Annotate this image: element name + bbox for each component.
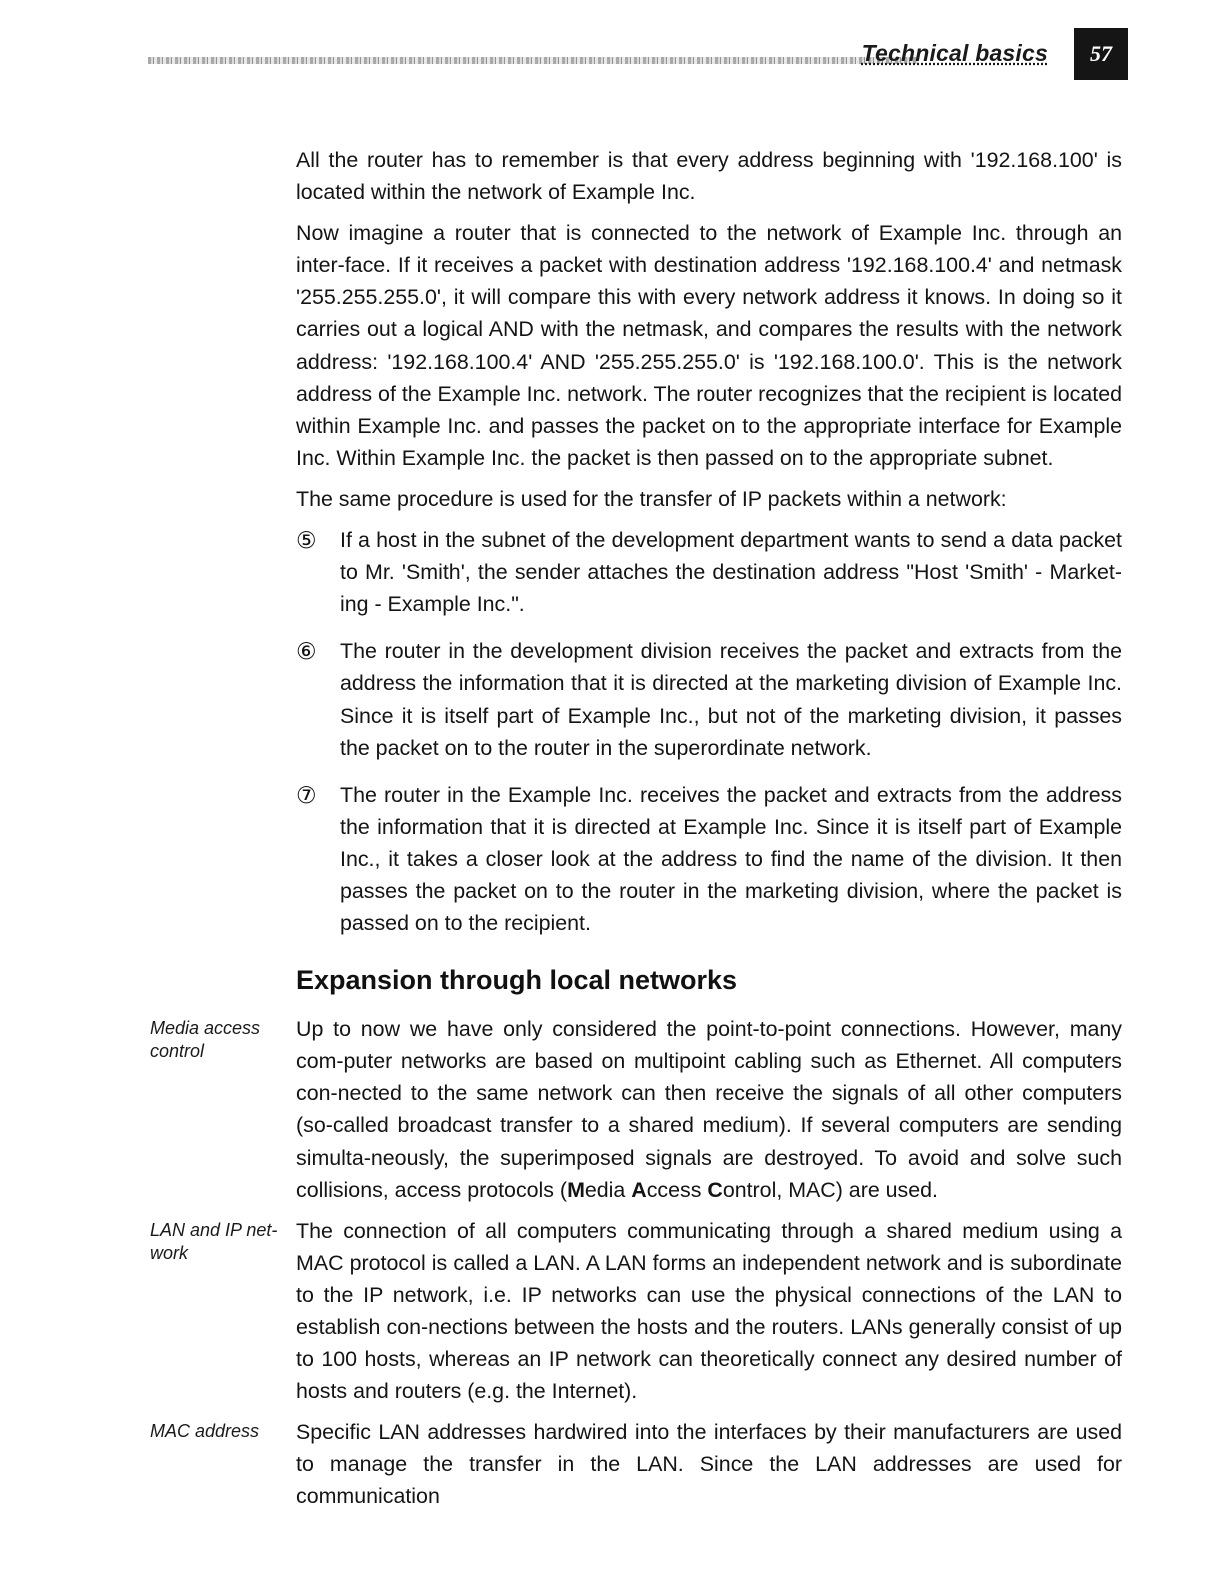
- paragraph: The connection of all computers communicating through a shared medium using a MAC protocol is called a LAN. A LAN forms an independent network and is subordinate to the IP network, i.e. IP networks can use the physical connections of the LAN to establish con-nections between the hosts and the routers. LANs generally consist of up to 100 hosts, whereas an IP network can theoretically connect any desired number of hosts and routers (e.g. the Internet).: [296, 1218, 1122, 1404]
- mac-word-ontrol: ontrol, MAC) are used.: [722, 1177, 938, 1202]
- step-number: ⑦: [296, 781, 317, 808]
- main-content: [150, 144, 1122, 1522]
- mac-address-block: [150, 1416, 1122, 1512]
- step-text: The router in the Example Inc. receives the packet and extracts from the address the information that it is directed at Example Inc. Since it is itself part of Example Inc., it takes a closer look at the address to find the name of the division. It then passes the packet on to the router in the marketing division, where the packet is passed on to the recipient.: [340, 782, 1122, 936]
- paragraph: The same procedure is used for the transfer of IP packets within a network:: [296, 486, 1007, 511]
- mac-letter-a: A: [631, 1177, 647, 1202]
- mac-letter-m: M: [567, 1177, 585, 1202]
- header-title: Technical basics: [861, 40, 1048, 66]
- list-item: [296, 524, 1122, 620]
- section-heading: Expansion through local networks: [296, 965, 738, 996]
- step-number: ⑥: [296, 638, 317, 665]
- step-text: The router in the development division receives the packet and extracts from the address the information that it is directed at the marketing division of Example Inc. Since it is itself part of Example Inc., but not of the marketing division, it passes the packet on to the router in the superordinate network.: [340, 639, 1122, 760]
- step-number: ⑤: [296, 527, 317, 554]
- list-item: [296, 635, 1122, 763]
- paragraph: All the router has to remember is that every address beginning with '192.168.100' is located within the network of Example Inc.: [296, 148, 1122, 205]
- paragraph: Now imagine a router that is connected to the network of Example Inc. through an inter-face. If it receives a packet with destination address '192.168.100.4' and netmask '255.255.255.0', it will compare this with every network address it knows. In doing so it carries out a logical AND with the netmask, and compares the results with the network address: '192.168.100.4' AND '255.255.255.0' is '192.168.100.0'. This is the network address of the Example Inc. network. The router recognizes that the recipient is located within Example Inc. and passes the packet on to the appropriate interface for Example Inc. Within Example Inc. the packet is then passed on to the appropriate subnet.: [296, 221, 1122, 470]
- step-list: [296, 524, 1122, 939]
- media-access-block: [150, 1013, 1122, 1206]
- mac-word-edia: edia: [584, 1177, 632, 1202]
- running-header: [148, 28, 1128, 80]
- page-number: 57: [1074, 28, 1128, 80]
- paragraph: Specific LAN addresses hardwired into the interfaces by their manufacturers are used to manage the transfer in the LAN. Since the LAN addresses are used for communication: [296, 1420, 1122, 1509]
- paragraph-text: Up to now we have only considered the point-to-point connections. However, many com-puter networks are based on multipoint cabling such as Ethernet. All computers con-nected to the same network can then receive the signals of all other computers (so-called broadcast transfer to a shared medium). If several computers are sending simulta-neously, the superimposed signals are destroyed. To avoid and solve such collisions, access protocols (: [296, 1017, 1122, 1202]
- mac-letter-c: C: [707, 1177, 723, 1202]
- mac-word-ccess: ccess: [646, 1177, 708, 1202]
- margin-note: LAN and IP net-work: [150, 1219, 278, 1263]
- margin-note: Media access control: [150, 1018, 261, 1062]
- paragraph: [296, 1013, 1122, 1206]
- header-rule: [148, 57, 918, 64]
- step-text: If a host in the subnet of the development department wants to send a data packet to Mr. 'Smith', the sender attaches the destination address "Host 'Smith' - Market-ing - Example Inc.".: [340, 528, 1122, 617]
- lan-ip-block: [150, 1215, 1122, 1408]
- margin-note: MAC address: [150, 1421, 260, 1442]
- list-item: [296, 779, 1122, 939]
